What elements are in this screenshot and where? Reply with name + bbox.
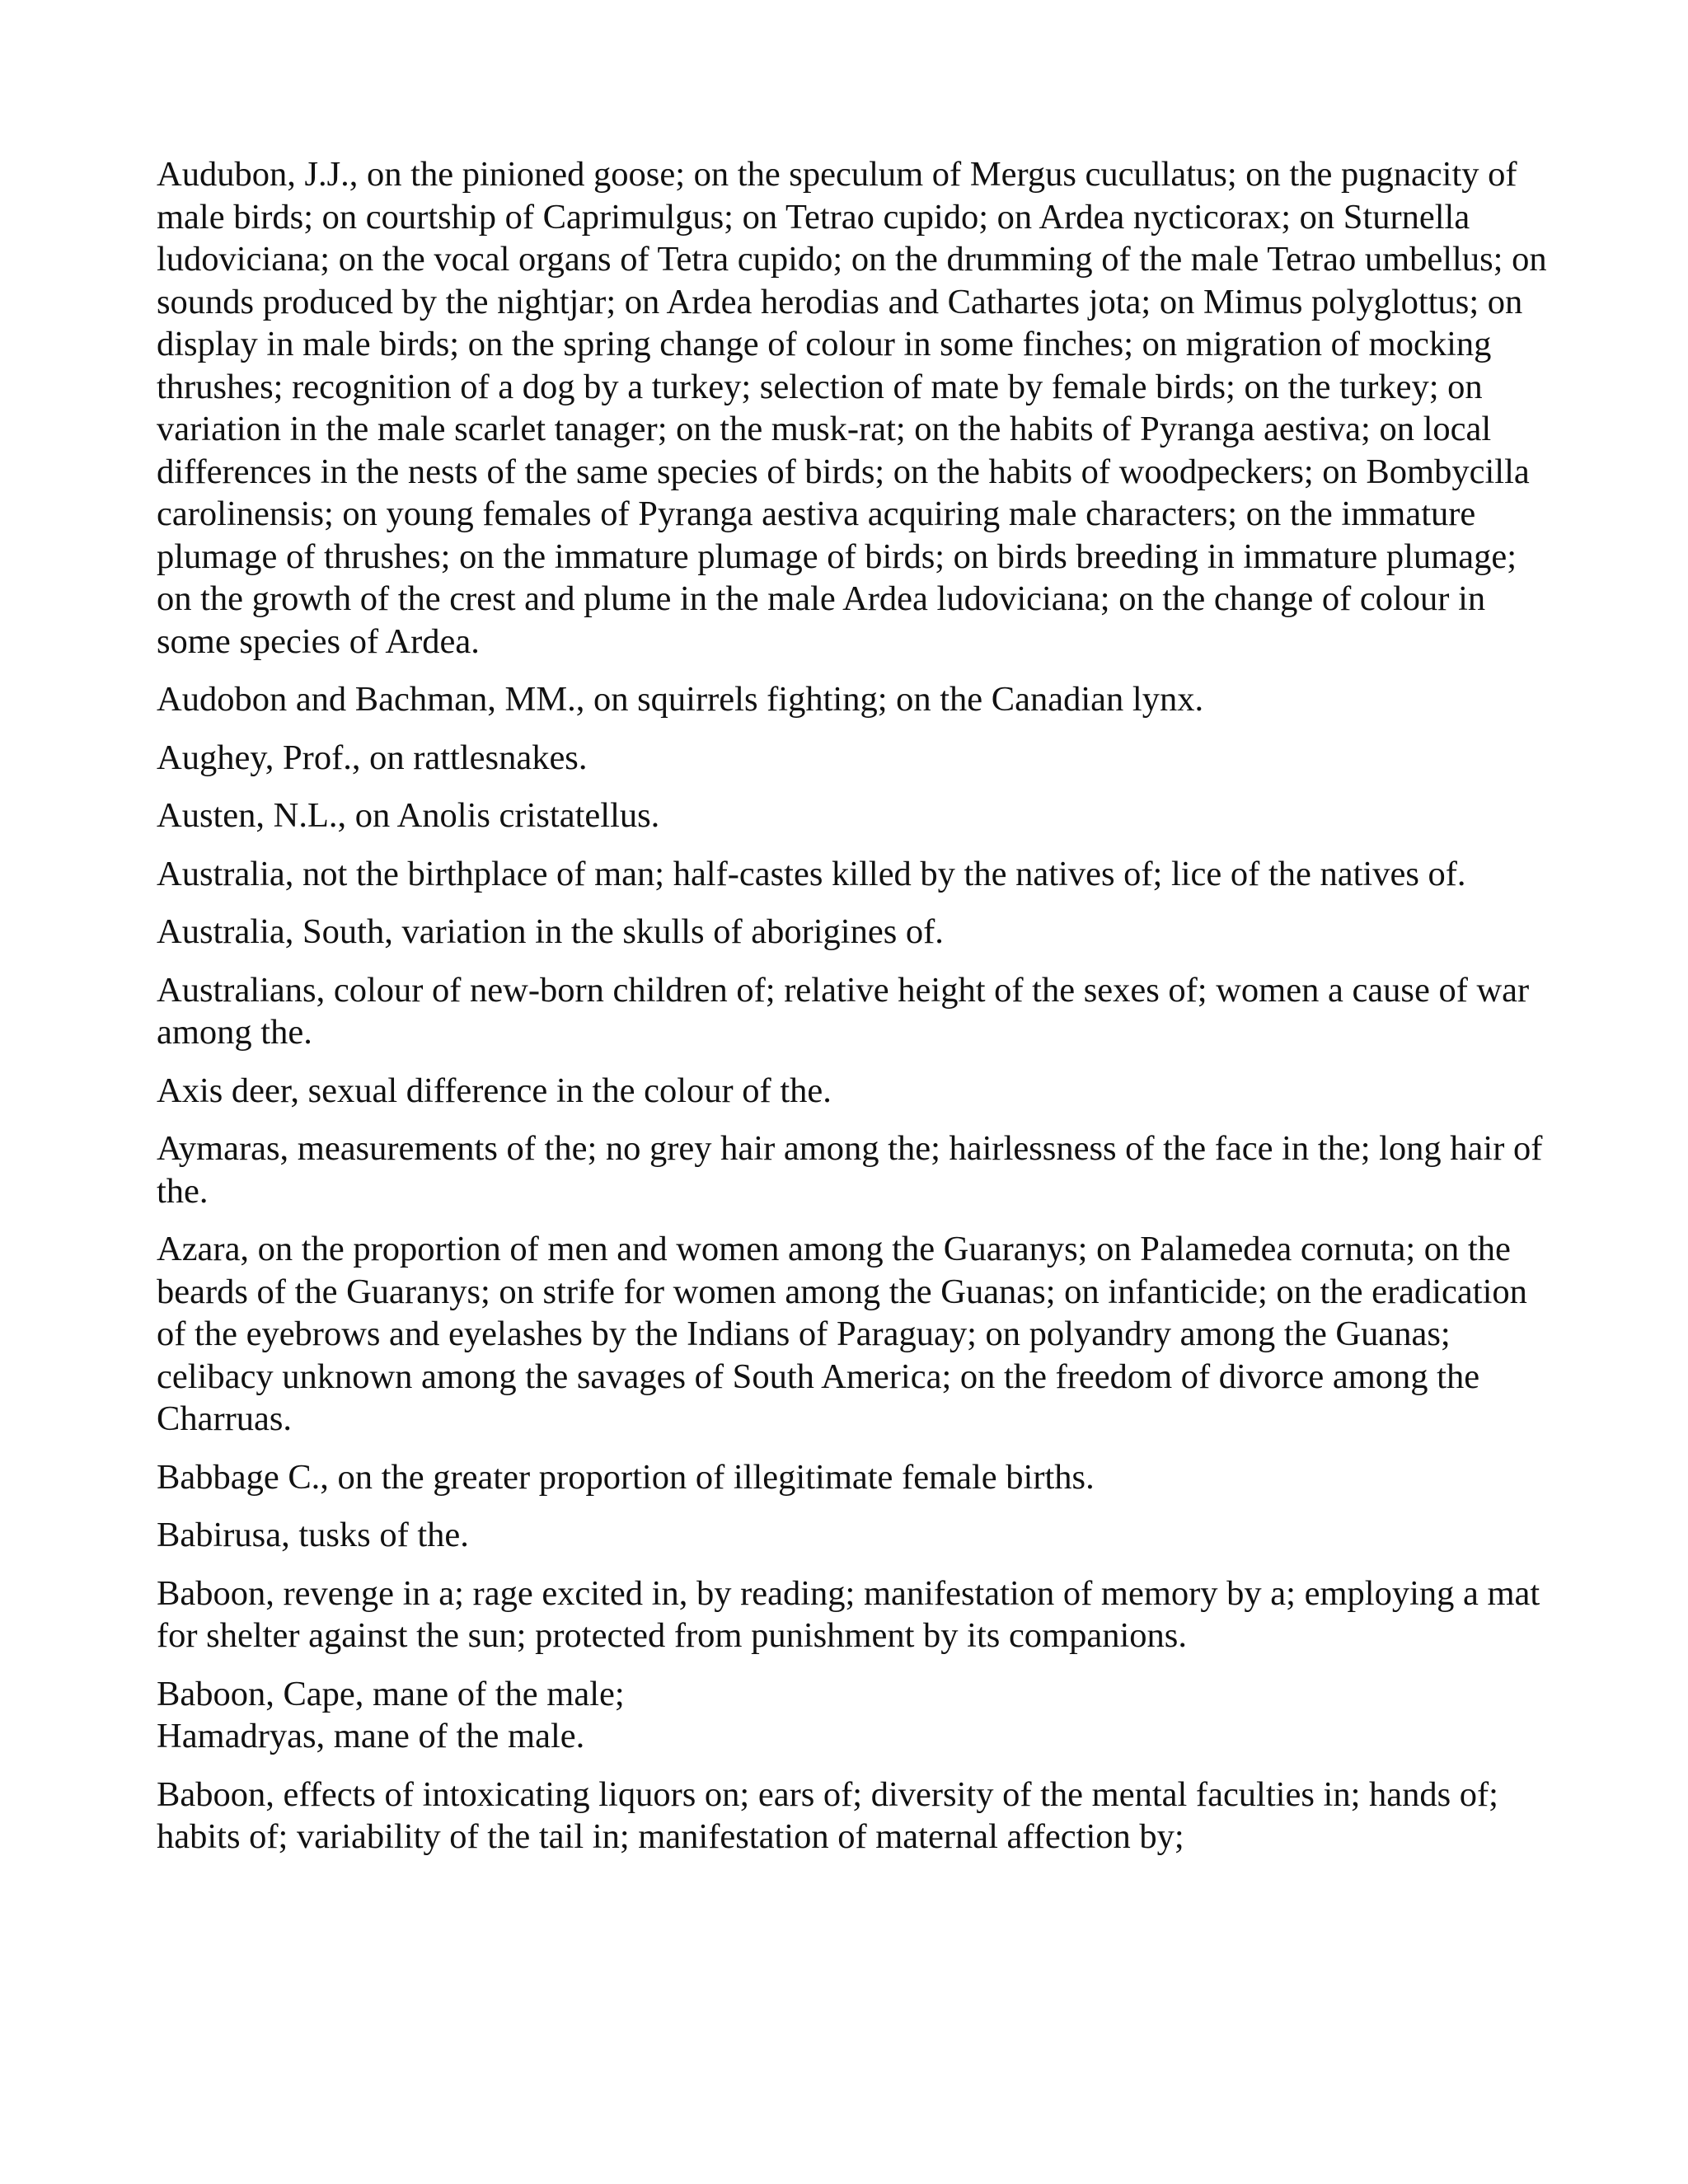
index-entry-azara: Azara, on the proportion of men and women among the Guaranys; on Palamedea cornuta; on the beards of the Guaranys; on strife for women among the Guanas; on infanticide; on the eradication of the eyebrows and eyelashes by the Indians of Paraguay; on polyandry among the Guanas; celibacy unknown among the savages of South America; on the freedom of divorce among the Charruas. <box>157 1230 1527 1438</box>
index-entry-baboon: Baboon, revenge in a; rage excited in, by reading; manifestation of memory by a; employing a mat for shelter against the sun; protected from punishment by its companions. <box>157 1573 1540 1655</box>
index-entry-baboon-effects: Baboon, effects of intoxicating liquors on; ears of; diversity of the mental faculties in; hands of; habits of; variability of the tail in; manifestation of maternal affection by; <box>157 1774 1498 1856</box>
index-entry-australia: Australia, not the birthplace of man; half-castes killed by the natives of; lice of the natives of. <box>157 854 1466 893</box>
index-entry-aymaras: Aymaras, measurements of the; no grey hair among the; hairlessness of the face in the; long hair of the. <box>157 1129 1543 1211</box>
index-entry-australians: Australians, colour of new-born children of; relative height of the sexes of; women a cause of war among the. <box>157 970 1530 1052</box>
index-entry-audobon-bachman: Audobon and Bachman, MM., on squirrels fighting; on the Canadian lynx. <box>157 680 1204 719</box>
index-entry-babbage: Babbage C., on the greater proportion of illegitimate female births. <box>157 1457 1095 1497</box>
index-entry-baboon-cape <box>157 1673 1550 1758</box>
index-entry-australia-south: Australia, South, variation in the skulls of aborigines of. <box>157 912 944 951</box>
index-entry-audubon: Audubon, J.J., on the pinioned goose; on the speculum of Mergus cucullatus; on the pugnacity of male birds; on courtship of Caprimulgus; on Tetrao cupido; on Ardea nycticorax; on Sturnella ludoviciana; on the vocal organs of Tetra cupido; on the drumming of the male Tetrao umbellus; on sounds produced by the nightjar; on Ardea herodias and Cathartes jota; on Mimus polyglottus; on display in male birds; on the spring change of colour in some finches; on migration of mocking thrushes; recognition of a dog by a turkey; selection of mate by female birds; on the turkey; on variation in the male scarlet tanager; on the musk-rat; on the habits of Pyranga aestiva; on local differences in the nests of the same species of birds; on the habits of woodpeckers; on Bombycilla carolinensis; on young females of Pyranga aestiva acquiring male characters; on the immature plumage of thrushes; on the immature plumage of birds; on birds breeding in immature plumage; on the growth of the crest and plume in the male Ardea ludoviciana; on the change of colour in some species of Ardea. <box>157 155 1547 661</box>
index-page <box>157 153 1550 1874</box>
index-entry-hamadryas-line: Hamadryas, mane of the male. <box>157 1717 585 1755</box>
index-entry-baboon-cape-line: Baboon, Cape, mane of the male; <box>157 1674 625 1713</box>
index-entry-aughey: Aughey, Prof., on rattlesnakes. <box>157 738 588 777</box>
index-entry-axis-deer: Axis deer, sexual difference in the colour of the. <box>157 1071 832 1110</box>
index-entry-babirusa: Babirusa, tusks of the. <box>157 1516 469 1554</box>
index-entry-austen: Austen, N.L., on Anolis cristatellus. <box>157 796 660 835</box>
